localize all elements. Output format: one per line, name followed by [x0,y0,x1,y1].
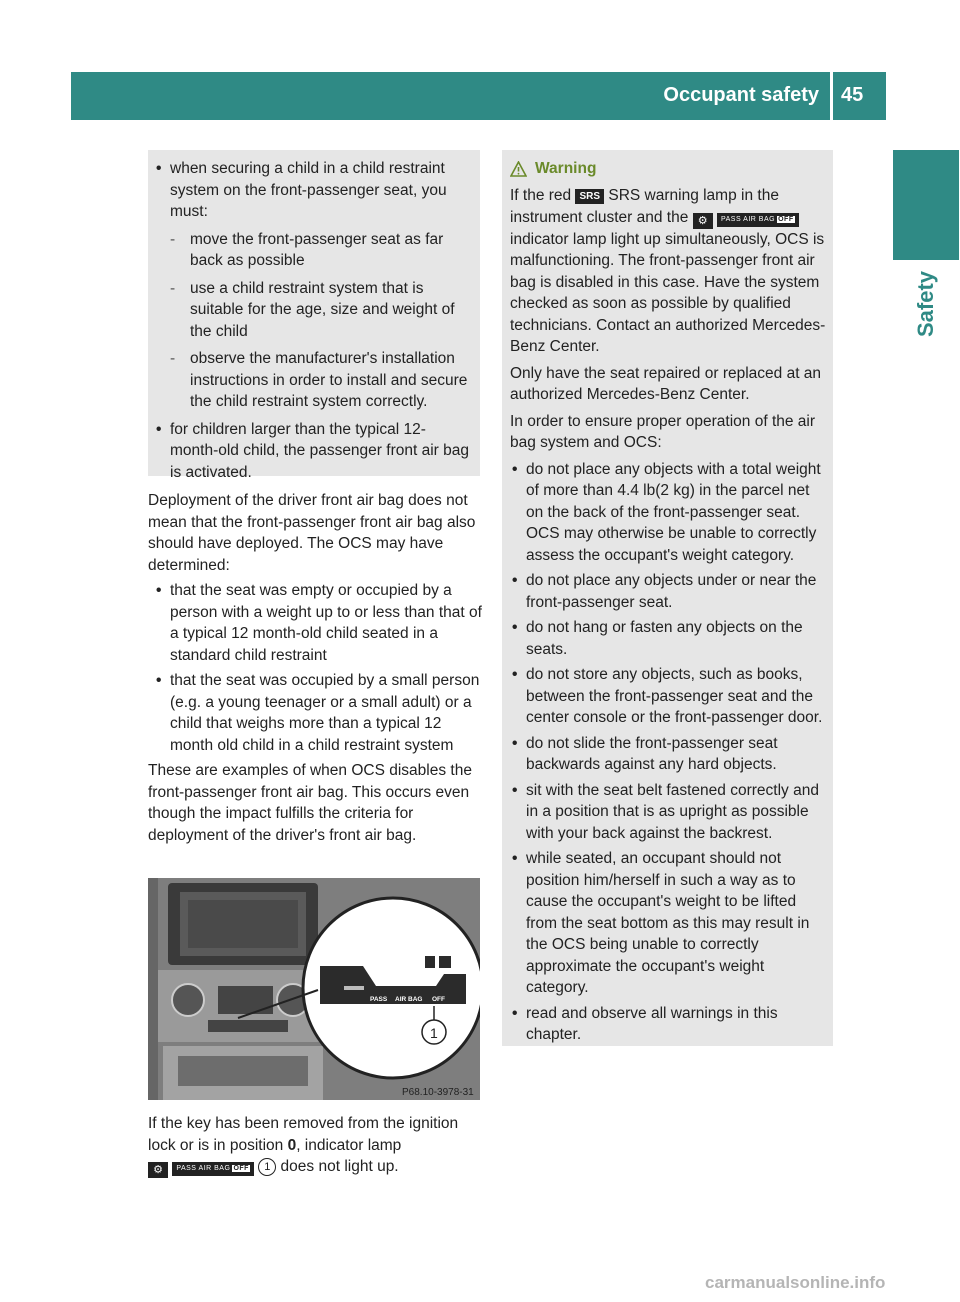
side-tab-text: Safety [913,270,938,338]
list-item: • while seated, an occupant should not position him/herself in such a way as to cause the occupant's weight to be lifted from the seat bottom as this may result in the OCS being unable to correctly approximate the occupant's weight category. [510,848,828,999]
srs-icon: SRS [575,189,604,204]
list-item: • do not slide the front-passenger seat backwards against any hard objects. [510,733,828,776]
off-label: OFF [432,996,445,1003]
paragraph: Only have the seat repaired or replaced at an authorized Mercedes-Benz Center. [510,364,822,403]
pass-airbag-off-icon: PASS AIR BAG OFF [172,1162,254,1176]
warning-box [502,150,833,1046]
side-tab-label [893,262,959,347]
list-subitem: - move the front-passenger seat as far back as possible [154,229,474,272]
paragraph: These are examples of when OCS disables the front-passenger front air bag. This occurs even though the impact fulfills the criteria for deployment of the driver's front air bag. [148,762,472,844]
image-code: P68.10-3978-31 [402,1087,474,1098]
warning-triangle-icon [510,161,527,177]
list-item: • do not store any objects, such as books, between the front-passenger seat and the center console or the front-passenger door. [510,664,828,729]
paragraph: If the red SRS SRS warning lamp in the instrument cluster and the ⚙ PASS AIR BAG OFF indicator lamp light up simultaneously, OCS is malfunctioning. The front-passenger front air bag is disabled in this case. Have the system checked as soon as possible by qualified technicians. Contact an authorized Mercedes-Benz Center. [510,187,826,355]
list-item: • that the seat was occupied by a small person (e.g. a young teenager or a small adult) or a child that weighs more than a typical 12 month old child in a child restraint system [154,670,482,756]
pass-label: PASS [370,996,388,1003]
list-item: • read and observe all warnings in this chapter. [510,1003,828,1046]
list-subitem: - observe the manufacturer's installation instructions in order to install and secure the child restraint system correctly. [154,348,474,413]
warning-heading [510,158,828,180]
list-item: • sit with the seat belt fastened correctly and in a position that is as upright as possible with your back against the backrest. [510,780,828,845]
header-divider [830,72,833,120]
caption-text: If the key has been removed from the ignition lock or is in position [148,1115,459,1154]
ignition-position: 0 [287,1136,297,1154]
footer-watermark: carmanualsonline.info [705,1273,886,1292]
caption-text: does not light up. [276,1158,399,1175]
list-item: • for children larger than the typical 12-month-old child, the passenger front air bag is activated. [154,419,474,484]
callout-1-icon: 1 [258,1158,276,1176]
list-item: • do not hang or fasten any objects on the seats. [510,617,828,660]
child-restraint-note-box [148,150,480,481]
airbag-label: AIR BAG [395,996,423,1003]
paragraph: In order to ensure proper operation of the air bag system and OCS: [510,412,816,451]
paragraph: Deployment of the driver front air bag does not mean that the front-passenger front air bag also should have deployed. The OCS may have determined: [148,492,476,574]
console-illustration [148,878,480,1100]
list-item: • do not place any objects under or near the front-passenger seat. [510,570,828,613]
side-tab-marker [893,150,959,260]
page-number: 45 [841,84,864,106]
caption-text: , indicator lamp [296,1136,402,1154]
list-item: • when securing a child in a child restraint system on the front-passenger seat, you must: [154,158,474,223]
pass-airbag-off-icon: PASS AIR BAG OFF [717,213,799,227]
page-header [71,72,886,120]
section-title: Occupant safety [663,84,819,106]
passenger-seat-icon: ⚙ [148,1162,168,1178]
warning-title: Warning [535,160,597,178]
console-photo [148,878,480,1100]
list-subitem: - use a child restraint system that is suitable for the age, size and weight of the child [154,278,474,343]
photo-caption [148,1113,482,1178]
list-item: • that the seat was empty or occupied by a person with a weight up to or less than that of a typical 12 month-old child seated in a standard child restraint [154,580,482,666]
list-item: • do not place any objects with a total weight of more than 4.4 lb(2 kg) in the parcel net on the back of the front-passenger seat. OCS may otherwise be unable to correctly assess the occupant's weight category. [510,459,828,567]
passenger-seat-icon: ⚙ [693,213,713,229]
left-column-body [148,490,482,846]
callout-number: 1 [430,1025,438,1041]
